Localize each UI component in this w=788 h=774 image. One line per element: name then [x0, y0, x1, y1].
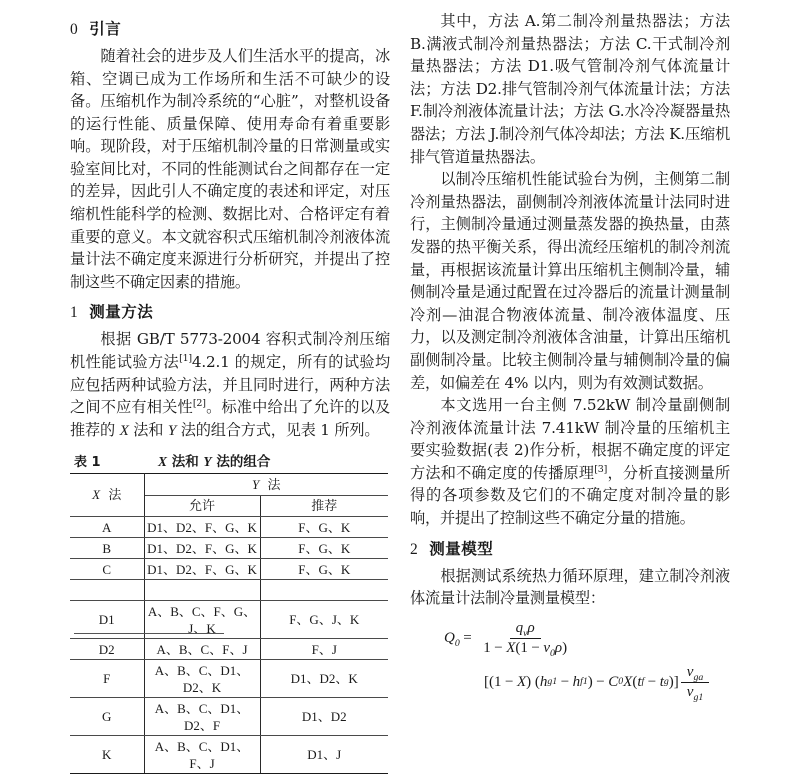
table-row — [70, 559, 388, 580]
formula-lhs-Q: $Q_0$ — [444, 629, 460, 649]
header-x-symbol: X — [92, 487, 101, 503]
formula-fraction — [477, 620, 573, 657]
section-number-2: 2 — [410, 540, 419, 558]
formula-line-1 — [410, 620, 730, 657]
spacer-cell — [144, 580, 260, 601]
cell-allowed: A、B、C、D1、D2、F — [144, 698, 260, 736]
f2-C: C — [608, 673, 619, 690]
f2-minus-b: − — [560, 673, 570, 690]
den-one-2: 1 — [520, 639, 528, 656]
paragraph-intro: 随着社会的进步及人们生活水平的提高，冰箱、空调已成为工作场所和生活不可缺少的设备。压缩机作为制冷系统的“心脏”，对整机设备的运行性能、质量保障、使用寿命有着重要影响。现阶段，对于压缩机制冷量的日常测量或实验室间比对，不同的性能测试台之间都存在一定的差异，因此引人不确定度的表述和评定，对压缩机性能科学的检测、数据比对、合格评定有着重要的意义。本文就容积式压缩机制冷剂液体流量计法不确定度来源进行分析研究，并提出了控制这些不确定因素的措施。 — [70, 46, 390, 291]
cell-allowed: D1、D2、F、G、K — [144, 559, 260, 580]
text-part-e: 法的组合方式，见表 1 所列。 — [176, 420, 380, 439]
section-number-1: 1 — [70, 304, 79, 322]
den-v: v — [543, 639, 550, 656]
cell-allowed: D1、D2、F、G、K — [144, 538, 260, 559]
f2-p2-open: ( — [534, 673, 540, 690]
table1-xy-combinations — [70, 473, 388, 774]
table-spacer-row — [70, 580, 388, 601]
num-rho: ρ — [527, 619, 535, 636]
header-y-suffix: 法 — [267, 477, 281, 493]
cell-x: F — [70, 660, 144, 698]
f2-p3-close: ) — [668, 673, 674, 690]
den-X: X — [506, 639, 516, 656]
caption-var-y: Y — [203, 454, 212, 470]
den-v-sub: 0 — [550, 647, 555, 659]
table-row — [70, 736, 388, 774]
section-heading-1 — [70, 302, 390, 324]
f2-p1-open: ( — [489, 673, 494, 690]
section-title-1: 测量方法 — [89, 303, 154, 322]
den-close: ) — [562, 639, 568, 656]
left-column — [70, 10, 390, 774]
caption-tail: 法的组合 — [211, 454, 271, 471]
f2-t2: t — [659, 673, 664, 690]
caption-var-x: X — [158, 454, 168, 470]
section-number-0: 0 — [70, 21, 79, 38]
exp-text-b: ，分析直接测量所得的各项参数及它们的不确定度对制冷量的影响，并提出了控制这些不确定分量的措施。 — [410, 463, 730, 528]
table1-wrapper — [70, 450, 388, 774]
f2-X1: X — [516, 673, 527, 690]
table1-caption — [70, 450, 388, 470]
den-rho: ρ — [554, 639, 563, 656]
table-row — [70, 660, 388, 698]
variable-y-inline: Y — [167, 421, 177, 439]
table1-caption-title — [158, 450, 270, 470]
f2-minus-c: − — [596, 673, 605, 690]
formula-line-2: [ ( 1 − X ) ( h g1 − h f1 ) − C 0 X ( t f − t g ) ] $\frac{v_{ga}}{v_{g1}}$ — [410, 664, 730, 701]
den-minus1: − — [494, 639, 503, 656]
section-heading-0 — [70, 19, 390, 41]
cell-recommended: F、G、K — [260, 517, 388, 538]
f2-frac-den-v: v — [686, 683, 694, 700]
spacer-cell — [260, 580, 388, 601]
f2-frac-num-sub: ga — [693, 671, 704, 683]
cell-x: K — [70, 736, 144, 774]
table-header-row-group — [70, 474, 388, 496]
text-part-d: 法和 — [128, 420, 168, 439]
caption-mid: 法和 — [167, 454, 204, 471]
cell-allowed: A、B、C、D1、F、J — [144, 736, 260, 774]
paragraph-measure-method — [70, 328, 390, 442]
f2-X2: X — [623, 673, 633, 690]
f2-minus-d: − — [647, 673, 657, 690]
spacer-cell — [70, 580, 144, 601]
num-q-sub: v — [523, 627, 528, 639]
table-row — [70, 639, 388, 660]
den-one: 1 — [483, 639, 491, 656]
f2-frac-num — [681, 664, 709, 683]
table-row — [70, 698, 388, 736]
f2-h1: h — [539, 673, 548, 690]
text-part-a: 根据 GB/T 5773-2004 容积式制冷剂压缩机性能试验方法 — [70, 330, 390, 371]
paragraph-measurement-model: 根据测试系统热力循环原理，建立制冷剂液体流量计法制冷量测量模型： — [410, 566, 730, 608]
table-row — [70, 538, 388, 559]
num-q: q — [515, 619, 524, 636]
reference-marker-2: [2] — [192, 398, 206, 410]
cell-x: B — [70, 538, 144, 559]
variable-x-inline: X — [119, 421, 129, 439]
formula-equals: = — [463, 629, 472, 646]
cell-allowed: A、B、C、F、G、J、K — [144, 601, 260, 639]
f2-p1-close: ) — [526, 673, 532, 690]
f2-one: 1 — [494, 673, 502, 690]
cell-allowed: A、B、C、D1、D2、K — [144, 660, 260, 698]
formula-fraction-2 — [681, 664, 709, 701]
cell-recommended: F、G、K — [260, 559, 388, 580]
cell-x: D1 — [70, 601, 144, 639]
right-column — [410, 10, 730, 701]
f2-frac-num-v: v — [686, 663, 694, 680]
cell-recommended: D1、D2、K — [260, 660, 388, 698]
f2-p3-open: ( — [632, 673, 638, 690]
f2-frac-den — [681, 683, 709, 701]
text-part-b: 4.2.1 的规定，所有的试验均应包括两种试验方法，并且同时进行，两种方法之间不应有相关性 — [70, 352, 390, 417]
table1-caption-number: 表 1 — [74, 455, 101, 471]
f2-t1: t — [637, 673, 642, 690]
den-open: ( — [515, 639, 521, 656]
header-y-symbol: Y — [251, 476, 260, 492]
f2-frac-den-sub: g1 — [693, 691, 704, 703]
cell-allowed: D1、D2、F、G、K — [144, 517, 260, 538]
reference-marker-1: [1] — [179, 352, 192, 364]
f2-p2-close: ) — [587, 673, 593, 690]
exp-text-a: 本文选用一台主侧 7.52kW 制冷量副侧制冷剂液体流量计法 7.41kW 制冷量的压缩机主要实验数据(表 2)作分析，根据不确定度的评定方法和不确定度的传播原理 — [410, 396, 730, 482]
cell-recommended: F、G、K — [260, 538, 388, 559]
header-cell-allowed: 允许 — [144, 496, 260, 517]
cell-allowed: A、B、C、F、J — [144, 639, 260, 660]
den-minus2: − — [531, 639, 540, 656]
paragraph-method-list: 其中，方法 A.第二制冷剂量热器法；方法 B.满液式制冷剂量热器法；方法 C.干式制冷剂量热器法；方法 D1.吸气管制冷剂气体流量计法；方法 D2.排气管制冷剂气体流量计法；方法 F.制冷剂液体流量计法；方法 G.水冷冷凝器量热器法；方法 J.制冷剂气体冷却法；方法 K.压缩机排气管道量热器法。 — [410, 12, 730, 166]
reference-marker-3: [3] — [594, 463, 608, 475]
section-title-2: 测量模型 — [429, 539, 494, 558]
formula-denominator — [477, 639, 573, 657]
cell-x: D2 — [70, 639, 144, 660]
paragraph-test-bench: 以制冷压缩机性能试验台为例，主侧第二制冷剂量热器法，副侧制冷剂液体流量计法同时进行，主侧制冷量通过测量蒸发器的换热量，由蒸发器的热平衡关系，得出流经压缩机的制冷剂流量，再根据该流量计算出压缩机主侧制冷量，辅侧制冷量是通过配置在过冷器后的流量计测量制冷剂—油混合物液体流量、制冷液体温度、压力，以及测定制冷剂液体含油量，计算出压缩机副侧制冷量。比较主侧制冷量与辅侧制冷量的偏差，如偏差在 4% 以内，则为有效测试数据。 — [410, 170, 730, 392]
f2-h2: h — [572, 673, 581, 690]
header-cell-x-method — [70, 474, 144, 517]
cell-recommended: D1、D2 — [260, 698, 388, 736]
text-part-c: 。标准中给出了允许的以及推荐的 — [70, 398, 390, 439]
table-row — [70, 517, 388, 538]
cell-x: C — [70, 559, 144, 580]
formula-numerator — [510, 620, 541, 639]
cell-x: A — [70, 517, 144, 538]
f2-minus-a: − — [505, 673, 514, 690]
header-cell-recommended: 推荐 — [260, 496, 388, 517]
header-x-suffix: 法 — [108, 488, 122, 504]
header-cell-y-method-group — [144, 474, 388, 496]
f2-rbracket: ] — [673, 673, 679, 690]
formula-lhs-sub: 0 — [454, 637, 460, 649]
f2-lbracket: [ — [484, 673, 489, 690]
formula-cooling-capacity — [410, 620, 730, 701]
cell-recommended: F、G、J、K — [260, 601, 388, 639]
section-heading-2 — [410, 539, 730, 561]
cell-x: G — [70, 698, 144, 736]
paragraph-experiment — [410, 394, 730, 530]
section-title-0: 引言 — [89, 20, 122, 38]
cell-recommended: F、J — [260, 639, 388, 660]
footnote-separator-rule — [74, 633, 224, 634]
cell-recommended: D1、J — [260, 736, 388, 774]
